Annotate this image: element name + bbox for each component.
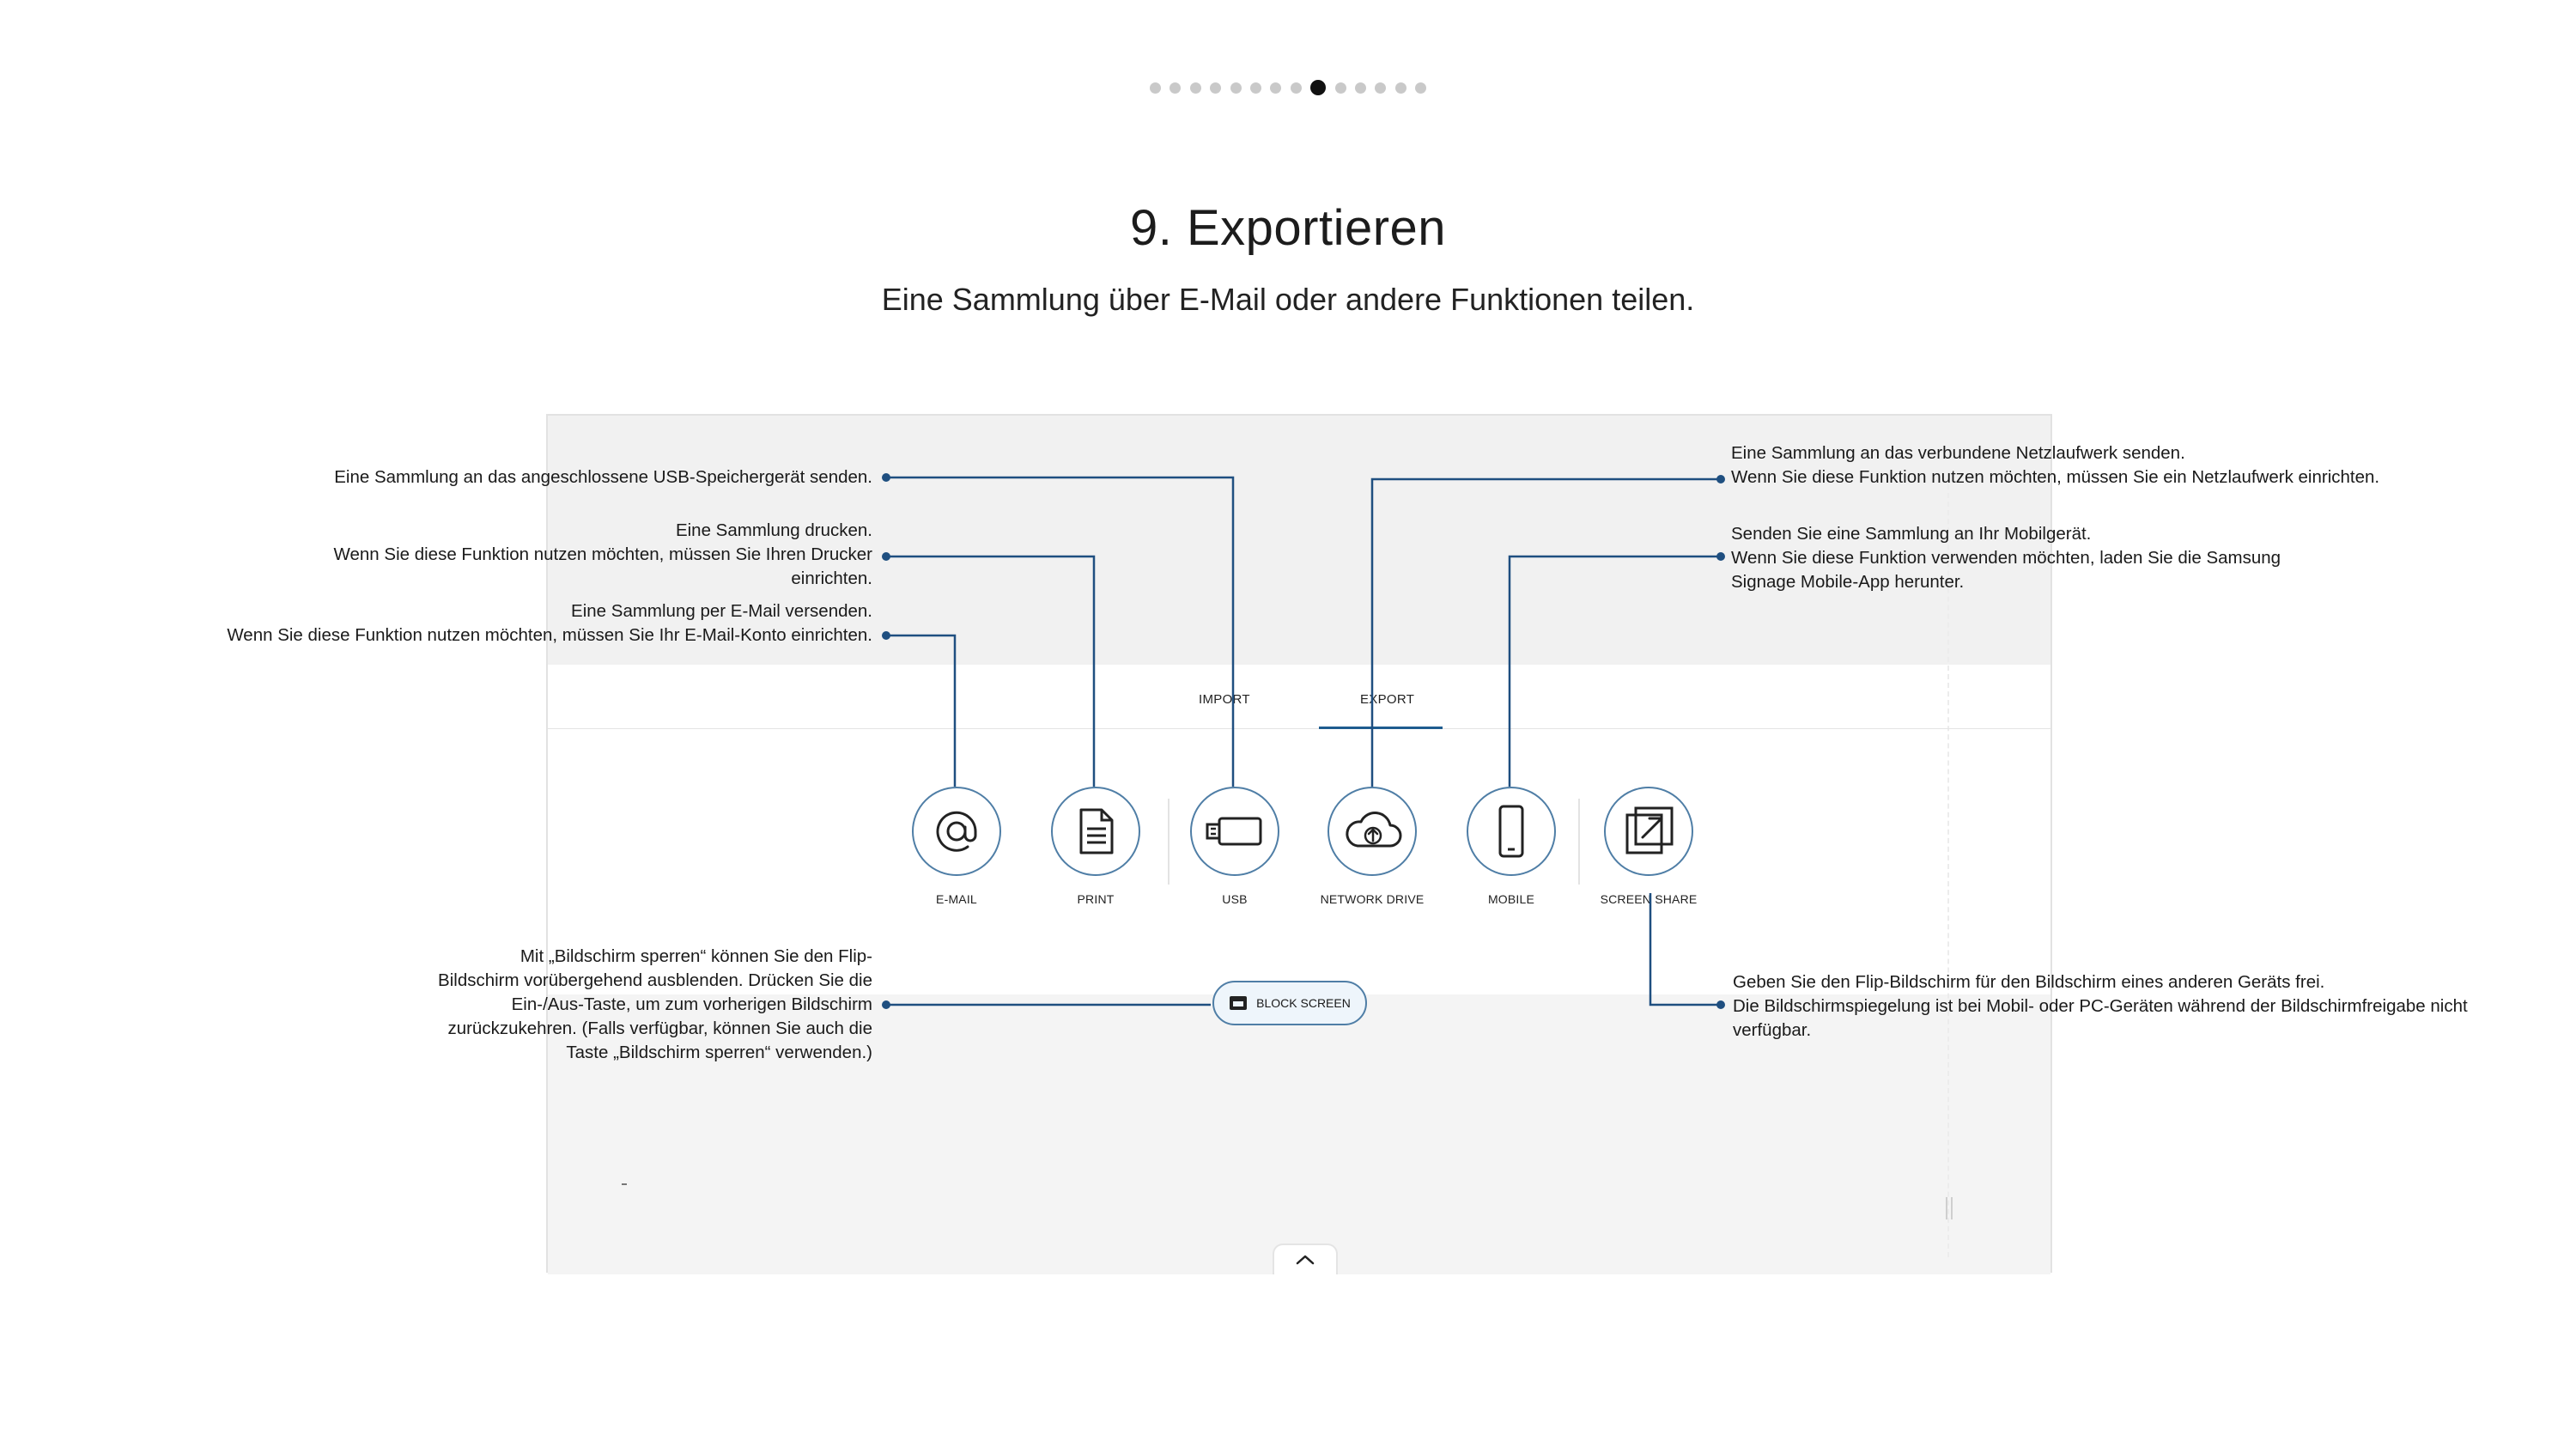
annotation-line: Taste „Bildschirm sperren“ verwenden.) <box>566 1043 872 1062</box>
annotation-screen-share <box>1733 970 2468 1043</box>
page-subtitle: Eine Sammlung über E-Mail oder andere Funktionen teilen. <box>881 282 1695 317</box>
email-label: E-MAIL <box>936 892 977 906</box>
annotation-line: Signage Mobile-App herunter. <box>1731 572 1965 592</box>
page-title: 9. Exportieren <box>1129 200 1447 256</box>
block-screen-label: BLOCK SCREEN <box>1256 996 1351 1010</box>
usb-label: USB <box>1222 892 1248 906</box>
screen-share-label: SCREEN SHARE <box>1600 892 1698 906</box>
annotation-line: Senden Sie eine Sammlung an Ihr Mobilgerät. <box>1731 524 2092 544</box>
annotation-line: Ein-/Aus-Taste, um zum vorherigen Bildschirm <box>511 994 872 1014</box>
annotation-line: Wenn Sie diese Funktion nutzen möchten, müssen Sie Ihr E-Mail-Konto einrichten. <box>227 625 872 645</box>
annotation-line: Mit „Bildschirm sperren“ können Sie den Flip- <box>519 946 872 966</box>
annotation-line: Wenn Sie diese Funktion nutzen möchten, müssen Sie ein Netzlaufwerk einrichten. <box>1731 467 2380 487</box>
annotation-line: Eine Sammlung drucken. <box>675 520 872 540</box>
annotation-line: Geben Sie den Flip-Bildschirm für den Bildschirm eines anderen Geräts frei. <box>1733 972 2325 992</box>
annotation-line: einrichten. <box>791 569 872 588</box>
tab-import[interactable]: IMPORT <box>1199 692 1250 707</box>
annotation-line: Bildschirm vorübergehend ausblenden. Drücken Sie die <box>438 970 872 990</box>
annotation-mobile <box>1731 522 2281 594</box>
print-label: PRINT <box>1077 892 1115 906</box>
network-drive-label: NETWORK DRIVE <box>1320 892 1425 906</box>
annotation-block-screen <box>438 945 872 1065</box>
annotation-line: Eine Sammlung per E-Mail versenden. <box>571 601 872 621</box>
annotation-line: Wenn Sie diese Funktion nutzen möchten, müssen Sie Ihren Drucker <box>333 544 872 564</box>
annotation-usb <box>334 465 872 490</box>
annotation-line: Eine Sammlung an das verbundene Netzlaufwerk senden. <box>1731 443 2185 463</box>
mobile-label: MOBILE <box>1487 892 1535 906</box>
annotation-line: Wenn Sie diese Funktion verwenden möchten, laden Sie die Samsung <box>1731 548 2281 568</box>
tab-export[interactable]: EXPORT <box>1360 692 1415 707</box>
annotation-line: Eine Sammlung an das angeschlossene USB-Speichergerät senden. <box>334 467 872 487</box>
annotation-line: Die Bildschirmspiegelung ist bei Mobil- oder PC-Geräten während der Bildschirmfreigabe nicht <box>1733 996 2468 1016</box>
annotation-line: verfügbar. <box>1733 1020 1812 1040</box>
annotation-line: zurückzukehren. (Falls verfügbar, können Sie auch die <box>447 1019 872 1038</box>
annotation-print <box>334 519 872 591</box>
annotation-network-drive <box>1731 441 2379 490</box>
annotation-email <box>227 599 872 648</box>
